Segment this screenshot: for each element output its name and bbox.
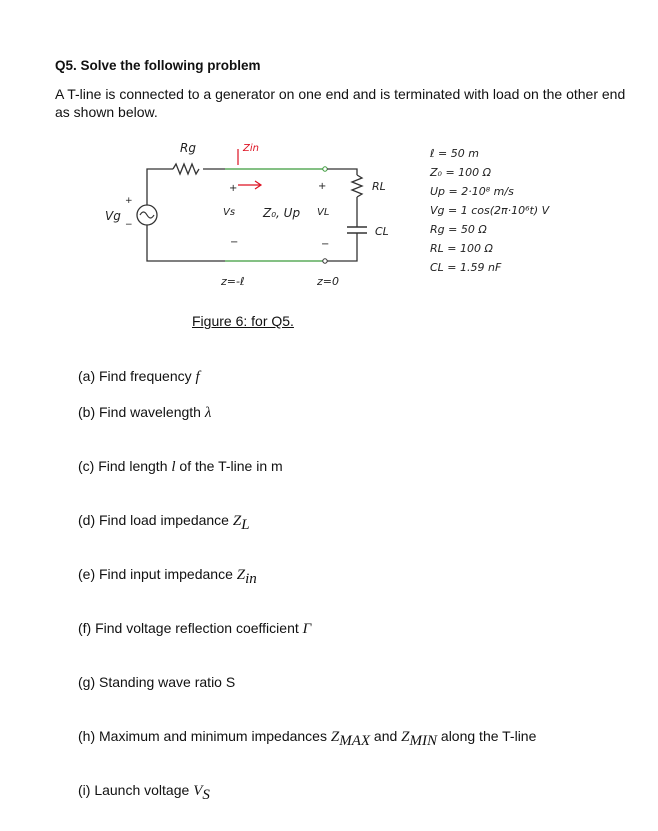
question-var: f xyxy=(195,369,200,385)
problem-intro: A T-line is connected to a generator on one end and is terminated with load on the other end as shown below. xyxy=(55,86,626,120)
figure-caption: Figure 6: for Q5. xyxy=(192,313,294,329)
given-item: Vg = 1 cos(2π·10⁶t) V xyxy=(430,204,550,217)
zin-arrow-icon xyxy=(238,181,261,189)
z-load-label: z=0 xyxy=(317,275,339,288)
question-var2: Z xyxy=(401,729,410,745)
question-sub2: MIN xyxy=(409,732,438,749)
vl-label: VL xyxy=(317,207,330,218)
rl-label: RL xyxy=(372,180,386,193)
given-item: ℓ = 50 m xyxy=(430,147,479,160)
question-suffix: along the T-line xyxy=(437,728,537,744)
question-var: V xyxy=(193,783,203,799)
vl-plus: + xyxy=(318,181,327,192)
question-text: (g) Standing wave ratio S xyxy=(78,674,236,690)
question-var: l xyxy=(171,459,176,475)
question-h xyxy=(78,728,536,750)
vs-plus: + xyxy=(229,183,238,194)
given-values xyxy=(429,147,551,274)
question-text: (i) Launch voltage xyxy=(78,782,194,798)
rg-label: Rg xyxy=(180,141,196,155)
vs-label: Vs xyxy=(223,207,236,218)
question-text: (d) Find load impedance xyxy=(78,512,233,528)
question-text: (a) Find frequency xyxy=(78,368,196,384)
question-text: (b) Find wavelength xyxy=(78,404,205,420)
given-item: Rg = 50 Ω xyxy=(430,223,487,236)
given-item: Up = 2·10⁸ m/s xyxy=(430,185,514,198)
question-suffix: of the T-line in m xyxy=(175,458,283,474)
question-sub: S xyxy=(202,786,210,803)
question-var: λ xyxy=(204,405,212,421)
question-var: Z xyxy=(232,513,242,529)
sine-icon xyxy=(140,212,154,218)
question-sub: MAX xyxy=(339,732,371,749)
question-sub: L xyxy=(241,516,250,533)
given-item: CL = 1.59 nF xyxy=(430,261,502,274)
cl-capacitor xyxy=(347,227,367,233)
question-f xyxy=(78,620,311,638)
rl-resistor xyxy=(352,175,362,197)
vs-minus: − xyxy=(230,237,239,248)
zin-label: Zin xyxy=(243,143,259,154)
question-var: Z xyxy=(236,567,246,583)
problem-title: Q5. Solve the following problem xyxy=(55,58,261,73)
circuit-figure xyxy=(95,135,555,305)
question-var: Z xyxy=(330,729,340,745)
question-c xyxy=(78,458,283,476)
question-text: (c) Find length xyxy=(78,458,172,474)
vg-plus: + xyxy=(125,196,133,206)
question-i xyxy=(78,782,210,804)
question-d xyxy=(78,512,250,534)
vg-label: Vg xyxy=(105,209,121,223)
given-item: Z₀ = 100 Ω xyxy=(430,166,492,179)
question-a xyxy=(78,368,200,386)
question-text: (f) Find voltage reflection coefficient xyxy=(78,620,303,636)
question-text: (e) Find input impedance xyxy=(78,566,237,582)
question-mid: and xyxy=(370,728,402,744)
question-e xyxy=(78,566,257,588)
line-params: Z₀, Up xyxy=(263,206,301,220)
question-text: (h) Maximum and minimum impedances xyxy=(78,728,331,744)
question-sub: in xyxy=(245,570,257,587)
given-item: RL = 100 Ω xyxy=(430,242,493,255)
cl-label: CL xyxy=(375,225,389,238)
question-b xyxy=(78,404,211,422)
rg-resistor xyxy=(173,164,199,174)
question-g xyxy=(78,674,235,690)
vg-minus: − xyxy=(125,220,133,230)
vl-minus: − xyxy=(321,239,330,250)
question-var: Γ xyxy=(302,621,312,637)
z-generator-label: z=-ℓ xyxy=(221,275,245,288)
